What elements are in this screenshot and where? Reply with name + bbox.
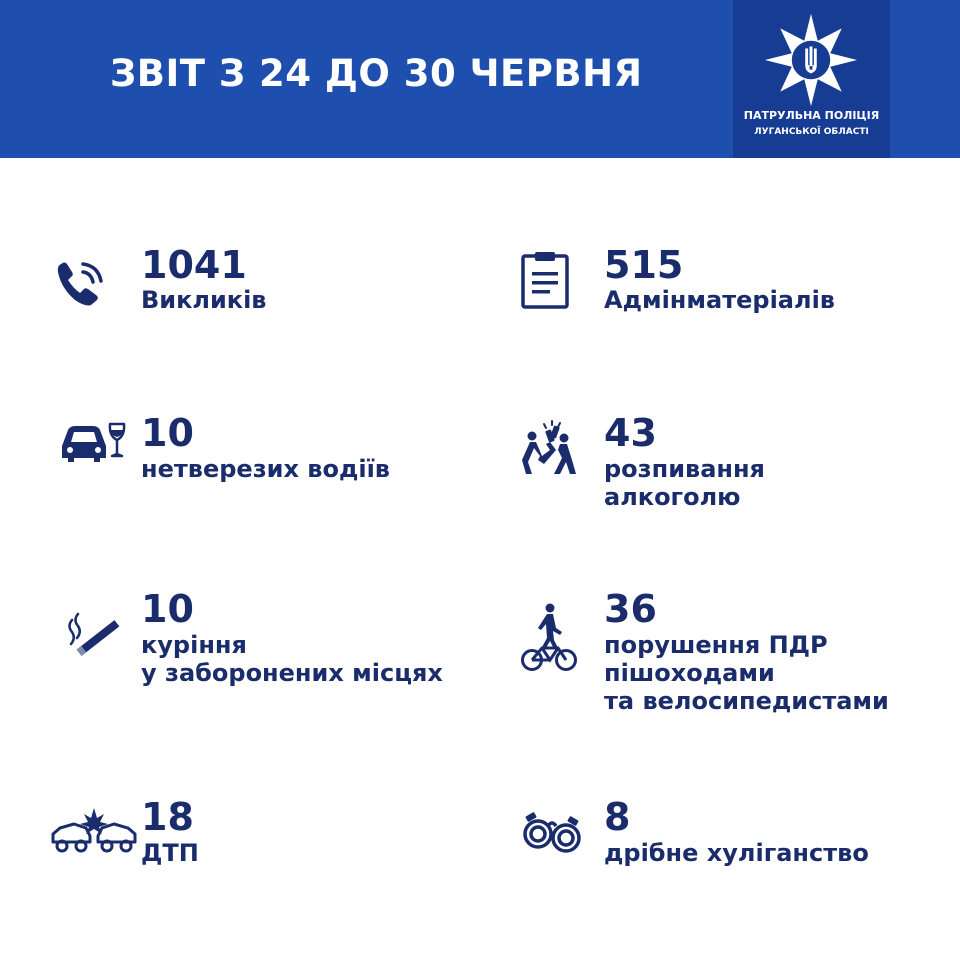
logo-subtitle: ЛУГАНСЬКОЇ ОБЛАСТІ [754,127,869,137]
stat-value: 10 [141,411,194,455]
stat-label: пішоходами [604,659,775,687]
stat-label: порушення ПДР [604,631,828,659]
cigarette-icon [64,608,126,658]
stat-value: 36 [604,587,657,631]
stat-label: та велосипедистами [604,687,889,715]
stat-label: дрібне хуліганство [604,839,869,867]
header-banner [0,0,960,158]
car-crash-icon [50,806,138,856]
stat-label: розпивання [604,455,765,483]
stat-label: ДТП [141,839,199,867]
police-star-icon [763,12,859,108]
stat-value: 1041 [141,243,247,287]
stat-label: Адмінматеріалів [604,286,835,314]
report-title: ЗВІТ З 24 ДО 30 ЧЕРВНЯ [110,52,643,95]
stat-value: 515 [604,243,684,287]
drinking-icon [520,420,578,478]
stat-value: 18 [141,795,194,839]
stat-label: Викликів [141,286,267,314]
logo-title: ПАТРУЛЬНА ПОЛІЦІЯ [743,109,880,122]
stat-value: 43 [604,411,657,455]
stat-label: алкоголю [604,483,741,511]
stat-label: у заборонених місцях [141,659,443,687]
stat-value: 10 [141,587,194,631]
stat-value: 8 [604,795,631,839]
police-logo [733,0,890,158]
clipboard-icon [520,250,570,310]
stat-label: нетверезих водіїв [141,455,390,483]
car-wine-icon [58,420,128,466]
handcuffs-icon [520,806,584,862]
phone-icon [55,258,107,308]
pedestrian-bicycle-icon [520,602,578,674]
stat-label: куріння [141,631,247,659]
